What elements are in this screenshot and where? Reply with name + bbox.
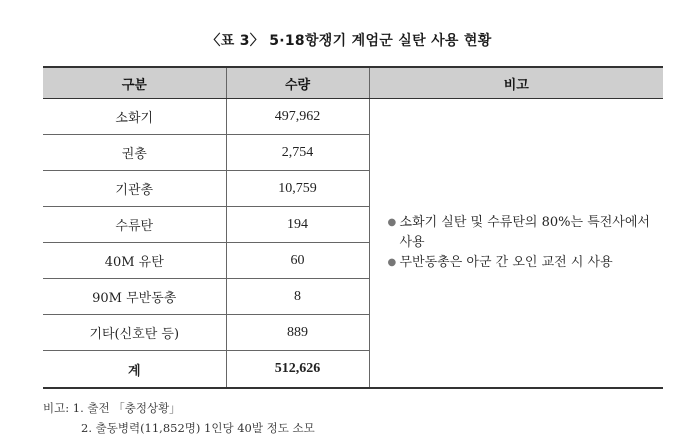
column-header-category: 구분	[43, 67, 226, 99]
footnote-prefix: 비고:	[43, 401, 70, 415]
total-label: 계	[43, 351, 226, 389]
table-row	[43, 99, 663, 135]
footnote-item: 2. 출동병력(11,852명) 1인당 40발 정도 소모	[81, 421, 315, 435]
footnote-line	[43, 398, 315, 418]
row-label: 수류탄	[43, 207, 226, 243]
header-row	[43, 67, 663, 99]
bullet-icon: ●	[387, 217, 397, 228]
row-quantity: 2,754	[226, 135, 369, 171]
row-label: 기타(신호탄 등)	[43, 315, 226, 351]
row-quantity: 497,962	[226, 99, 369, 135]
remarks-cell	[369, 99, 663, 389]
row-quantity: 889	[226, 315, 369, 351]
bullet-icon: ●	[387, 257, 397, 268]
row-quantity: 10,759	[226, 171, 369, 207]
remark-text: 소화기 실탄 및 수류탄의 80%는 특전사에서 사용	[399, 215, 650, 250]
remark-item	[388, 213, 652, 253]
row-label: 90M 무반동총	[43, 279, 226, 315]
row-label: 40M 유탄	[43, 243, 226, 279]
remark-text: 무반동총은 아군 간 오인 교전 시 사용	[399, 255, 613, 270]
row-label: 기관총	[43, 171, 226, 207]
row-quantity: 8	[226, 279, 369, 315]
column-header-remarks: 비고	[369, 67, 663, 99]
ammo-usage-table	[43, 66, 663, 389]
row-label: 권총	[43, 135, 226, 171]
remark-item	[388, 253, 652, 273]
footnote-item: 1. 출전 「충정상황」	[72, 401, 181, 415]
total-quantity: 512,626	[226, 351, 369, 389]
table-title: 〈표 3〉 5·18항쟁기 계엄군 실탄 사용 현황	[206, 33, 492, 49]
footnote-line	[43, 418, 315, 438]
row-quantity: 194	[226, 207, 369, 243]
column-header-quantity: 수량	[226, 67, 369, 99]
row-quantity: 60	[226, 243, 369, 279]
footnotes	[43, 398, 315, 438]
row-label: 소화기	[43, 99, 226, 135]
